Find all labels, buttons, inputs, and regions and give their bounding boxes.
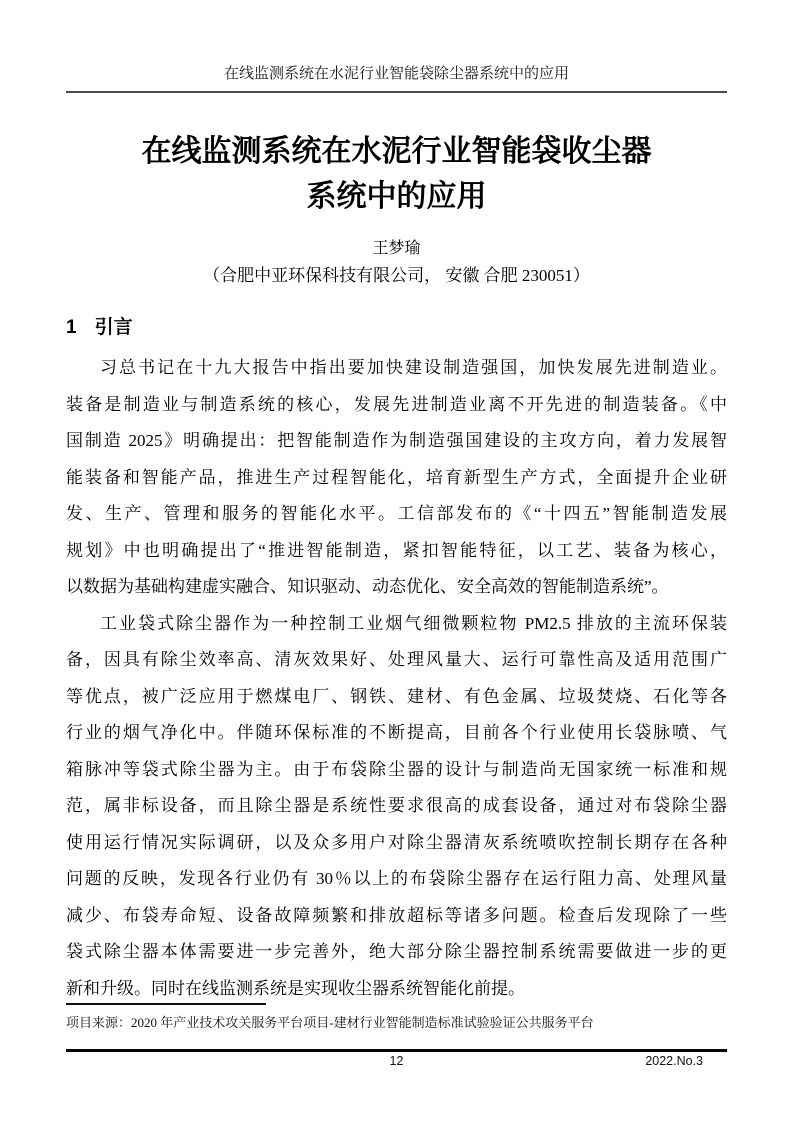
page-content (66, 0, 727, 1007)
body-paragraph-1 (66, 350, 727, 606)
section-title: 引言 (94, 317, 133, 338)
running-head (66, 62, 727, 93)
body-text (66, 350, 727, 1007)
page-number: 12 (389, 1054, 404, 1068)
body-line: 以数据为基础构建虚实融合、知识驱动、动态优化、安全高效的智能制造系统”。 (66, 577, 669, 596)
footer-row (66, 1054, 727, 1074)
body-line: 备，因具有除尘效率高、清灰效果好、处理风量大、运行可靠性高及适用范围广 (66, 650, 727, 669)
footnote-separator-rule (66, 1003, 266, 1005)
body-line: 规划》中也明确提出了“推进智能制造，紧扣智能特征，以工艺、装备为核心， (66, 540, 727, 560)
body-line: 行业的烟气净化中。伴随环保标准的不断提高，目前各个行业使用长袋脉喷、气 (66, 723, 727, 742)
body-line: 使用运行情况实际调研，以及众多用户对除尘器清灰系统喷吹控制长期存在各种 (66, 832, 727, 852)
running-head-text: 在线监测系统在水泥行业智能袋除尘器系统中的应用 (223, 66, 569, 82)
section-heading (66, 312, 727, 339)
body-line: 能装备和智能产品，推进生产过程智能化，培育新型生产方式，全面提升企业研 (66, 467, 727, 487)
issue-number: 2022.No.3 (645, 1054, 703, 1068)
title-line-1: 在线监测系统在水泥行业智能袋收尘器 (141, 135, 652, 168)
page-footer (66, 1049, 727, 1074)
author-name: 王梦瑜 (372, 240, 421, 257)
body-line: 减少、布袋寿命短、设备故障频繁和排放超标等诸多问题。检查后发现除了一些 (66, 905, 727, 925)
body-paragraph-2 (66, 606, 727, 1008)
body-line: 问题的反映，发现各行业仍有 30％以上的布袋除尘器存在运行阻力高、处理风量 (66, 869, 727, 888)
body-line: 范，属非标设备，而且除尘器是系统性要求很高的成套设备，通过对布袋除尘器 (66, 796, 727, 815)
author-affiliation: （合肥中亚环保科技有限公司， 安徽 合肥 230051） (203, 266, 590, 285)
section-number: 1 (66, 317, 77, 338)
body-line: 新和升级。同时在线监测系统是实现收尘器系统智能化前提。 (66, 978, 525, 998)
body-line: 国制造 2025》明确提出：把智能制造作为制造强国建设的主攻方向，着力发展智 (66, 431, 727, 450)
paper-title (66, 129, 727, 219)
body-line: 等优点，被广泛应用于燃煤电厂、钢铁、建材、有色金属、垃圾焚烧、石化等各 (66, 686, 727, 706)
body-line: 袋式除尘器本体需要进一步完善外，绝大部分除尘器控制系统需要做进一步的更 (66, 942, 727, 961)
body-line: 发、生产、管理和服务的智能化水平。工信部发布的《“十四五”智能制造发展 (66, 504, 727, 523)
body-line: 习总书记在十九大报告中指出要加快建设制造强国，加快发展先进制造业。 (100, 358, 727, 377)
body-line: 装备是制造业与制造系统的核心，发展先进制造业离不开先进的制造装备。《中 (66, 394, 727, 414)
body-line: 箱脉冲等袋式除尘器为主。由于布袋除尘器的设计与制造尚无国家统一标准和规 (66, 759, 727, 779)
body-line: 工业袋式除尘器作为一种控制工业烟气细微颗粒物 PM2.5 排放的主流环保装 (100, 613, 727, 633)
footnote-text: 项目来源：2020 年产业技术攻关服务平台项目-建材行业智能制造标准试验验证公共服务平台 (66, 1015, 594, 1030)
title-line-2: 系统中的应用 (306, 180, 487, 213)
footnote (66, 1003, 727, 1031)
